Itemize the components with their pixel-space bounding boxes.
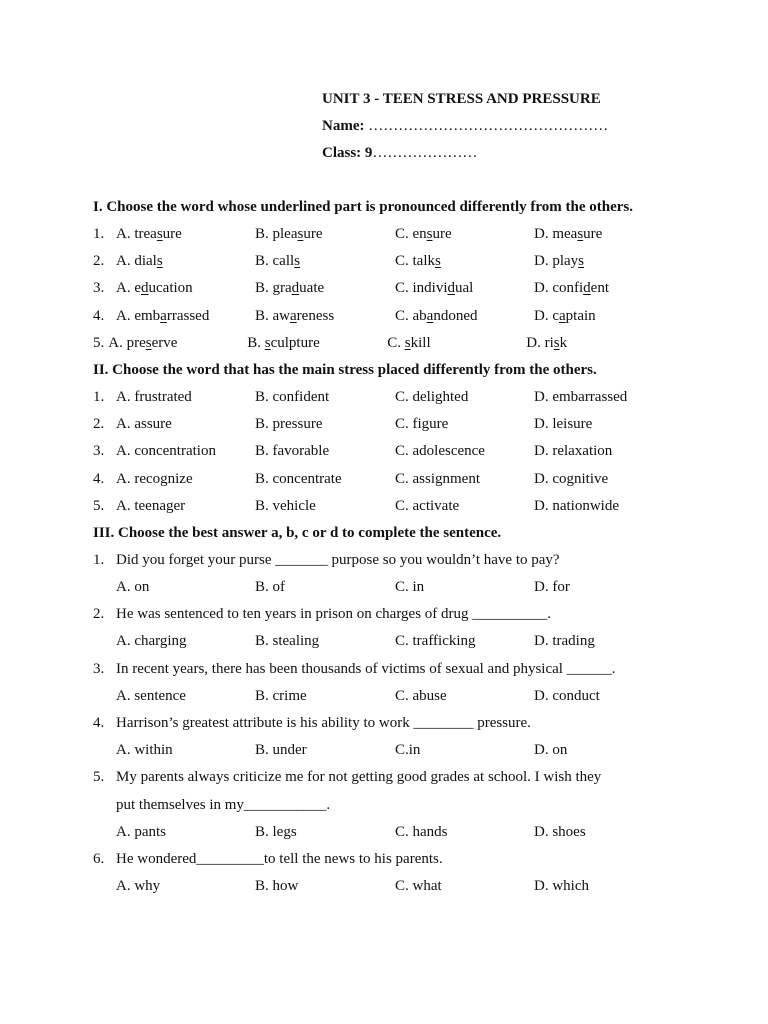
- option-d: D. trading: [534, 633, 595, 650]
- class-label: Class: 9: [322, 145, 373, 161]
- option-d: D. nationwide: [534, 497, 619, 514]
- option-a: A. why: [116, 878, 161, 895]
- option-text: C. ab: [395, 307, 427, 324]
- option-a: A. charging: [116, 633, 187, 650]
- question-row: [93, 221, 675, 248]
- option-c: [387, 330, 526, 357]
- question-row: [93, 411, 675, 438]
- question-number: 1.: [93, 551, 105, 568]
- question-number: 4.: [93, 470, 105, 487]
- option-text: D. ri: [526, 334, 554, 351]
- option-text: B. plea: [255, 226, 298, 242]
- option-text: ndoned: [433, 307, 478, 324]
- option-text: D. mea: [534, 226, 578, 242]
- option-b: [255, 303, 395, 330]
- option-d: [534, 221, 654, 248]
- question-number: 2.: [93, 416, 105, 433]
- option-text: culpture: [270, 334, 320, 351]
- class-line: [322, 140, 722, 167]
- option-a: A. concentration: [116, 443, 216, 460]
- option-text: ptain: [565, 307, 596, 324]
- option-c: [395, 221, 534, 248]
- option-c: C. delighted: [395, 388, 469, 405]
- option-c: C. hands: [395, 823, 448, 840]
- name-label: Name:: [322, 118, 365, 134]
- option-text: A. e: [116, 280, 141, 297]
- question-text: He wondered_________to tell the news to his parents.: [116, 851, 443, 868]
- underlined-letter: a: [290, 307, 297, 324]
- option-text: kill: [410, 334, 431, 351]
- option-c: [395, 248, 534, 275]
- option-a: A. pants: [116, 823, 166, 840]
- underlined-letter: a: [426, 307, 434, 324]
- option-text: rrassed: [166, 307, 210, 324]
- option-text: ual: [455, 280, 474, 297]
- option-text: B. aw: [255, 307, 290, 324]
- option-text: erve: [151, 334, 178, 351]
- answer-row: [93, 873, 675, 900]
- question-row: [93, 438, 675, 465]
- option-text: k: [559, 334, 568, 351]
- worksheet-header: [322, 86, 722, 167]
- answer-row: [93, 819, 675, 846]
- question-row: [93, 384, 675, 411]
- question-number: 2.: [93, 253, 105, 270]
- underlined-letter: s: [578, 253, 585, 270]
- option-b: [247, 330, 387, 357]
- option-text: reness: [296, 307, 335, 324]
- option-d: D. conduct: [534, 687, 600, 704]
- underlined-letter: s: [297, 226, 304, 242]
- option-text: C. en: [395, 226, 427, 242]
- question-row: [93, 330, 675, 357]
- option-text: C. talk: [395, 253, 435, 270]
- question-row: [93, 248, 675, 275]
- option-text: ent: [590, 280, 609, 297]
- option-b: B. concentrate: [255, 470, 342, 487]
- option-c: C. in: [395, 579, 425, 596]
- underlined-letter: a: [559, 307, 566, 324]
- option-text: ure: [583, 226, 603, 242]
- answer-row: [93, 574, 675, 601]
- option-b: B. of: [255, 579, 285, 596]
- option-d: [534, 275, 654, 302]
- answer-row: [93, 628, 675, 655]
- underlined-letter: d: [141, 280, 149, 297]
- option-b: B. pressure: [255, 416, 323, 433]
- underlined-letter: d: [291, 280, 300, 297]
- question-number: 5.: [93, 334, 105, 351]
- option-d: D. shoes: [534, 823, 586, 840]
- option-d: D. embarrassed: [534, 388, 628, 405]
- option-a: A. teenager: [116, 497, 186, 514]
- option-a: [116, 248, 255, 275]
- option-d: D. which: [534, 878, 589, 895]
- underlined-letter: s: [577, 226, 584, 242]
- option-text: A. dial: [116, 253, 157, 270]
- option-b: B. vehicle: [255, 497, 316, 514]
- underlined-letter: s: [156, 253, 163, 270]
- question-text: He was sentenced to ten years in prison on charges of drug __________.: [116, 606, 552, 623]
- question-number: 1.: [93, 226, 105, 242]
- option-text: uate: [299, 280, 325, 297]
- option-a: A. recognize: [116, 470, 193, 487]
- question-row: [93, 846, 675, 873]
- underlined-letter: d: [447, 280, 456, 297]
- option-b: B. favorable: [255, 443, 330, 460]
- question-text-continued: put themselves in my___________.: [116, 796, 331, 813]
- question-row: [93, 764, 675, 791]
- question-number: 3.: [93, 443, 105, 460]
- option-text: ure: [162, 226, 182, 242]
- option-c: C. figure: [395, 416, 449, 433]
- option-c: C. assignment: [395, 470, 480, 487]
- option-text: B. call: [255, 253, 295, 270]
- option-text: D. confi: [534, 280, 584, 297]
- underlined-letter: s: [264, 334, 271, 351]
- question-text: My parents always criticize me for not getting good grades at school. I wish they: [116, 769, 602, 786]
- option-d: D. for: [534, 579, 570, 596]
- option-b: [255, 221, 395, 248]
- name-dots: …………………………………………: [368, 118, 609, 134]
- question-number: 4.: [93, 307, 105, 324]
- option-a: [116, 275, 255, 302]
- option-c: C. adolescence: [395, 443, 485, 460]
- option-text: ucation: [148, 280, 193, 297]
- option-b: B. how: [255, 878, 299, 895]
- option-text: ure: [432, 226, 452, 242]
- underlined-letter: s: [435, 253, 441, 270]
- option-text: C.: [387, 334, 405, 351]
- option-a: A. within: [116, 742, 173, 759]
- answer-row: [93, 737, 675, 764]
- question-row: [93, 547, 675, 574]
- question-number: 5.: [93, 769, 105, 786]
- underlined-letter: s: [553, 334, 560, 351]
- question-row: [93, 466, 675, 493]
- underlined-letter: s: [145, 334, 152, 351]
- option-c: C. activate: [395, 497, 460, 514]
- option-d: D. leisure: [534, 416, 593, 433]
- question-number: 2.: [93, 606, 105, 623]
- section-3-questions: [93, 547, 675, 901]
- option-a: A. on: [116, 579, 150, 596]
- option-b: B. stealing: [255, 633, 320, 650]
- question-number: 3.: [93, 280, 105, 297]
- option-text: ure: [303, 226, 323, 242]
- option-d: [526, 330, 646, 357]
- option-d: [534, 248, 654, 275]
- worksheet-content: [93, 194, 675, 900]
- option-b: B. crime: [255, 687, 307, 704]
- question-text: Harrison’s greatest attribute is his ability to work ________ pressure.: [116, 715, 531, 732]
- option-text: A. pre: [108, 334, 146, 351]
- answer-row: [93, 683, 675, 710]
- section-1-questions: [93, 221, 675, 357]
- question-row: [93, 601, 675, 628]
- option-c: [395, 275, 534, 302]
- question-row: [93, 303, 675, 330]
- section-3-title: III. Choose the best answer a, b, c or d to complete the sentence.: [93, 524, 502, 541]
- option-b: B. confident: [255, 388, 330, 405]
- option-text: A. emb: [116, 307, 161, 324]
- underlined-letter: d: [583, 280, 591, 297]
- option-d: D. on: [534, 742, 568, 759]
- option-b: [255, 275, 395, 302]
- option-text: C. indivi: [395, 280, 448, 297]
- section-2-questions: [93, 384, 675, 520]
- option-d: D. cognitive: [534, 470, 609, 487]
- option-c: C. abuse: [395, 687, 447, 704]
- option-text: D. c: [534, 307, 559, 324]
- option-a: [108, 330, 247, 357]
- question-row: [93, 656, 675, 683]
- question-number: 3.: [93, 660, 105, 677]
- underlined-letter: s: [404, 334, 411, 351]
- question-row: [93, 710, 675, 737]
- name-line: [322, 113, 722, 140]
- section-2-title: II. Choose the word that has the main stress placed differently from the others.: [93, 361, 597, 378]
- question-row: [93, 493, 675, 520]
- option-c: C. what: [395, 878, 442, 895]
- option-c: [395, 303, 534, 330]
- option-text: D. play: [534, 253, 579, 270]
- unit-title: UNIT 3 - TEEN STRESS AND PRESSURE: [322, 91, 601, 107]
- option-a: [116, 303, 255, 330]
- option-a: A. frustrated: [116, 388, 192, 405]
- option-a: [116, 221, 255, 248]
- underlined-letter: s: [156, 226, 163, 242]
- option-text: B.: [247, 334, 265, 351]
- underlined-letter: s: [294, 253, 300, 270]
- underlined-letter: s: [426, 226, 433, 242]
- question-number: 4.: [93, 715, 105, 732]
- option-a: A. assure: [116, 416, 172, 433]
- option-b: B. legs: [255, 823, 297, 840]
- option-b: [255, 248, 395, 275]
- option-c: C.in: [395, 742, 421, 759]
- option-a: A. sentence: [116, 687, 186, 704]
- question-number: 5.: [93, 497, 105, 514]
- option-d: D. relaxation: [534, 443, 613, 460]
- option-b: B. under: [255, 742, 307, 759]
- question-number: 6.: [93, 851, 105, 868]
- question-row: [93, 275, 675, 302]
- option-d: [534, 303, 654, 330]
- question-text: In recent years, there has been thousands of victims of sexual and physical ______.: [116, 660, 616, 677]
- option-text: A. trea: [116, 226, 157, 242]
- question-number: 1.: [93, 388, 105, 405]
- class-dots: …………………: [372, 145, 478, 161]
- question-text: Did you forget your purse _______ purpose so you wouldn’t have to pay?: [116, 551, 560, 568]
- option-text: B. gra: [255, 280, 292, 297]
- section-1-title: I. Choose the word whose underlined part is pronounced differently from the others.: [93, 199, 634, 215]
- underlined-letter: a: [160, 307, 167, 324]
- option-c: C. trafficking: [395, 633, 476, 650]
